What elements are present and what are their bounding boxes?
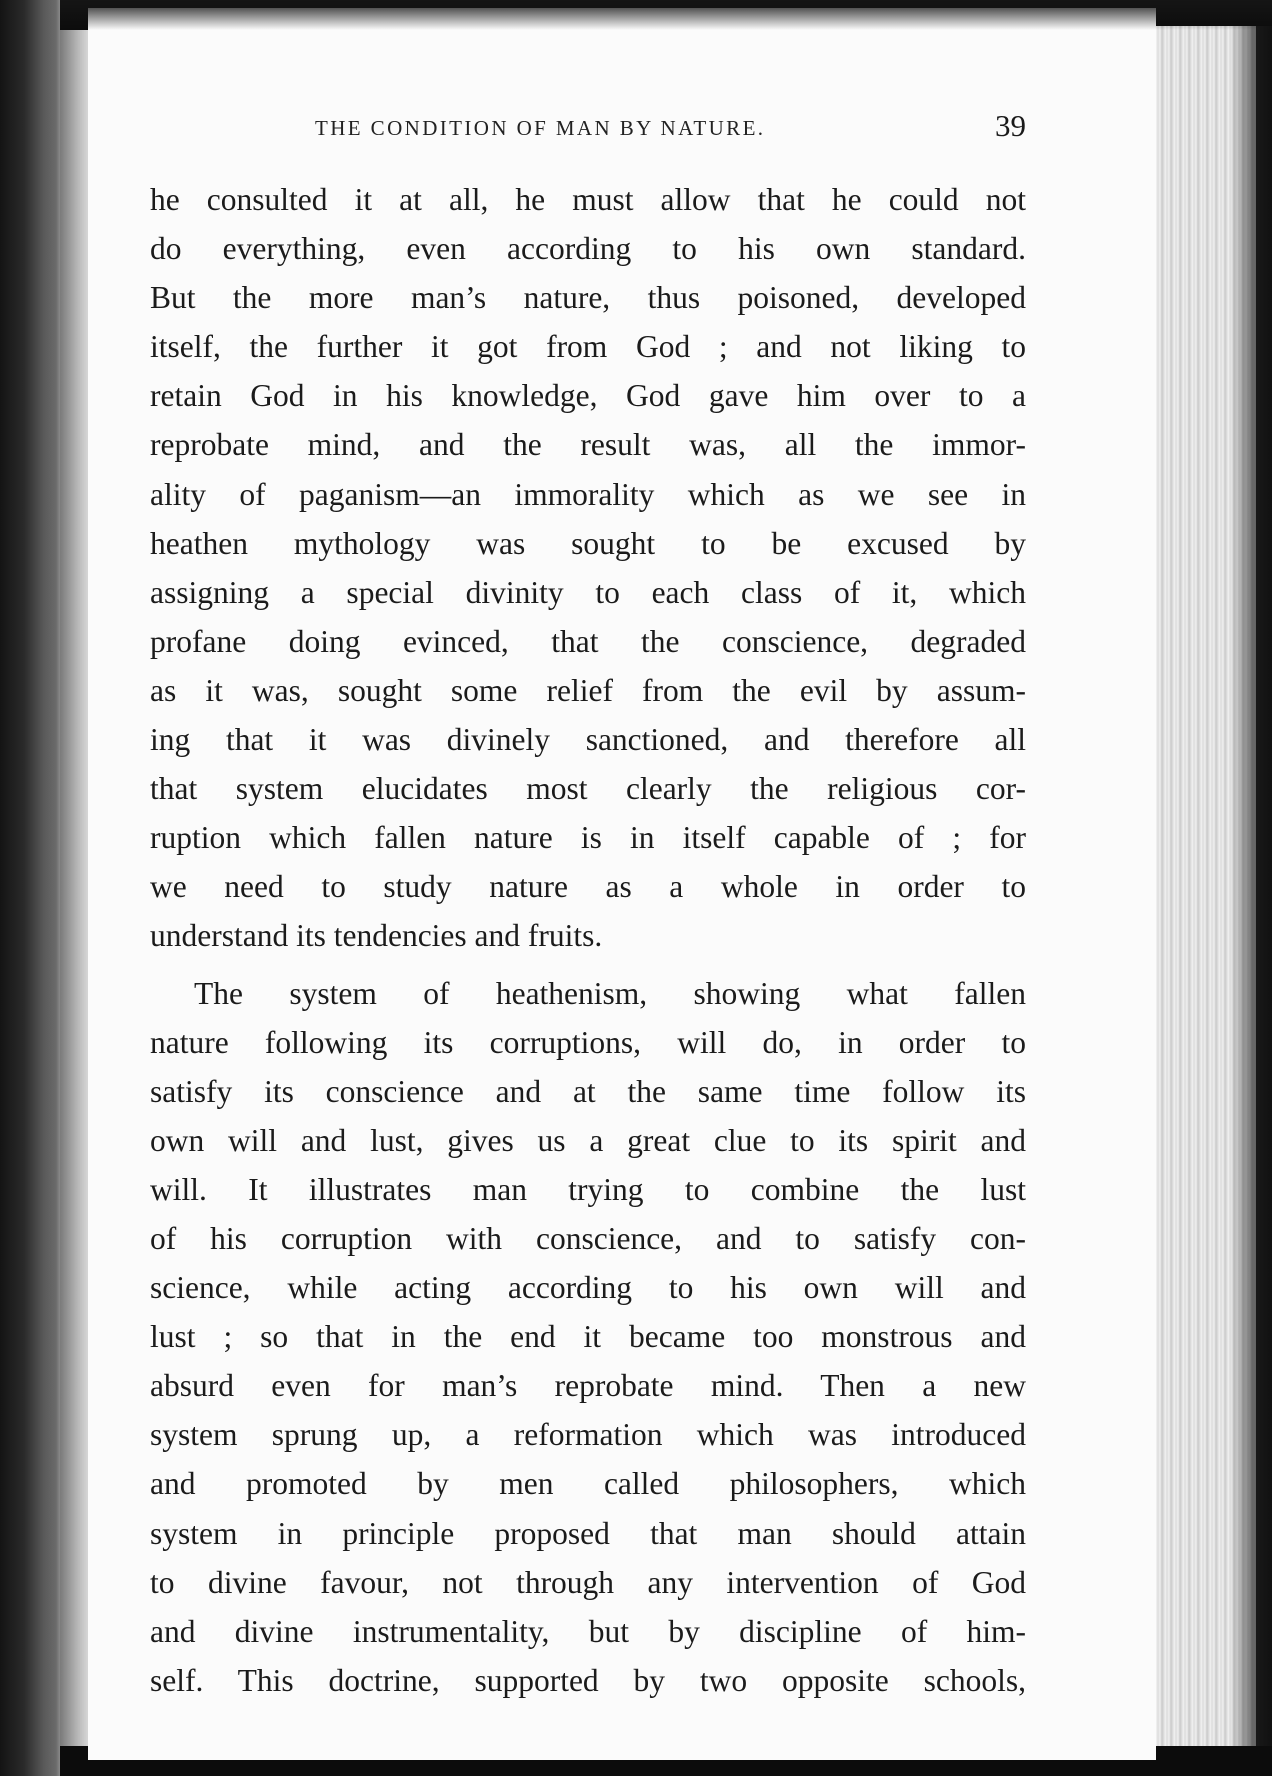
text-line: will. It illustrates man trying to combine the lust [150,1171,1026,1207]
text-line: do everything, even according to his own standard. [150,231,1026,267]
text-line: reprobate mind, and the result was, all the immor- [150,427,1026,463]
text-line: ing that it was divinely sanctioned, and therefore all [150,722,1026,758]
text-line: nature following its corruptions, will do, in order to [150,1024,1026,1060]
running-head [150,108,1026,148]
text-line: to divine favour, not through any intervention of God [150,1564,1026,1600]
text-line: that system elucidates most clearly the religious cor- [150,771,1026,807]
text-line: itself, the further it got from God ; and not liking to [150,329,1026,365]
text-line: But the more man’s nature, thus poisoned, developed [150,280,1026,316]
text-line: assigning a special divinity to each class of it, which [150,574,1026,610]
text-line: system sprung up, a reformation which was introduced [150,1417,1026,1453]
text-line: ruption which fallen nature is in itself capable of ; for [150,820,1026,856]
top-shadow [60,0,1272,30]
fore-edge-shadow [1230,26,1272,1746]
text-line: ality of paganism—an immorality which as we see in [150,476,1026,512]
text-line: science, while acting according to his own will and [150,1270,1026,1306]
text-line: and promoted by men called philosophers, which [150,1466,1026,1502]
left-page-edge [60,30,90,1746]
text-line: as it was, sought some relief from the evil by assum- [150,672,1026,708]
body-text [150,180,1026,1710]
text-line: heathen mythology was sought to be excused by [150,525,1026,561]
text-line: self. This doctrine, supported by two opposite schools, [150,1662,1026,1698]
text-line: satisfy its conscience and at the same time follow its [150,1073,1026,1109]
running-title: THE CONDITION OF MAN BY NATURE. [315,116,766,140]
text-line: we need to study nature as a whole in order to [150,869,1026,905]
text-line: of his corruption with conscience, and to satisfy con- [150,1220,1026,1256]
text-line: understand its tendencies and fruits. [150,918,603,954]
paragraph-2 [150,974,1026,1710]
text-line: he consulted it at all, he must allow that he could not [150,182,1026,217]
text-line: own will and lust, gives us a great clue to its spirit and [150,1122,1026,1158]
page-number: 39 [995,108,1026,143]
text-line: and divine instrumentality, but by discipline of him- [150,1613,1026,1649]
paragraph-1 [150,180,1026,966]
text-line: retain God in his knowledge, God gave him over to a [150,378,1026,414]
left-page-gutter [0,0,60,1776]
text-line: profane doing evinced, that the conscience, degraded [150,623,1026,659]
text-line: lust ; so that in the end it became too monstrous and [150,1319,1026,1355]
text-line: The system of heathenism, showing what fallen [194,975,1026,1011]
text-line: system in principle proposed that man should attain [150,1515,1026,1551]
text-line: absurd even for man’s reprobate mind. Then a new [150,1368,1026,1404]
